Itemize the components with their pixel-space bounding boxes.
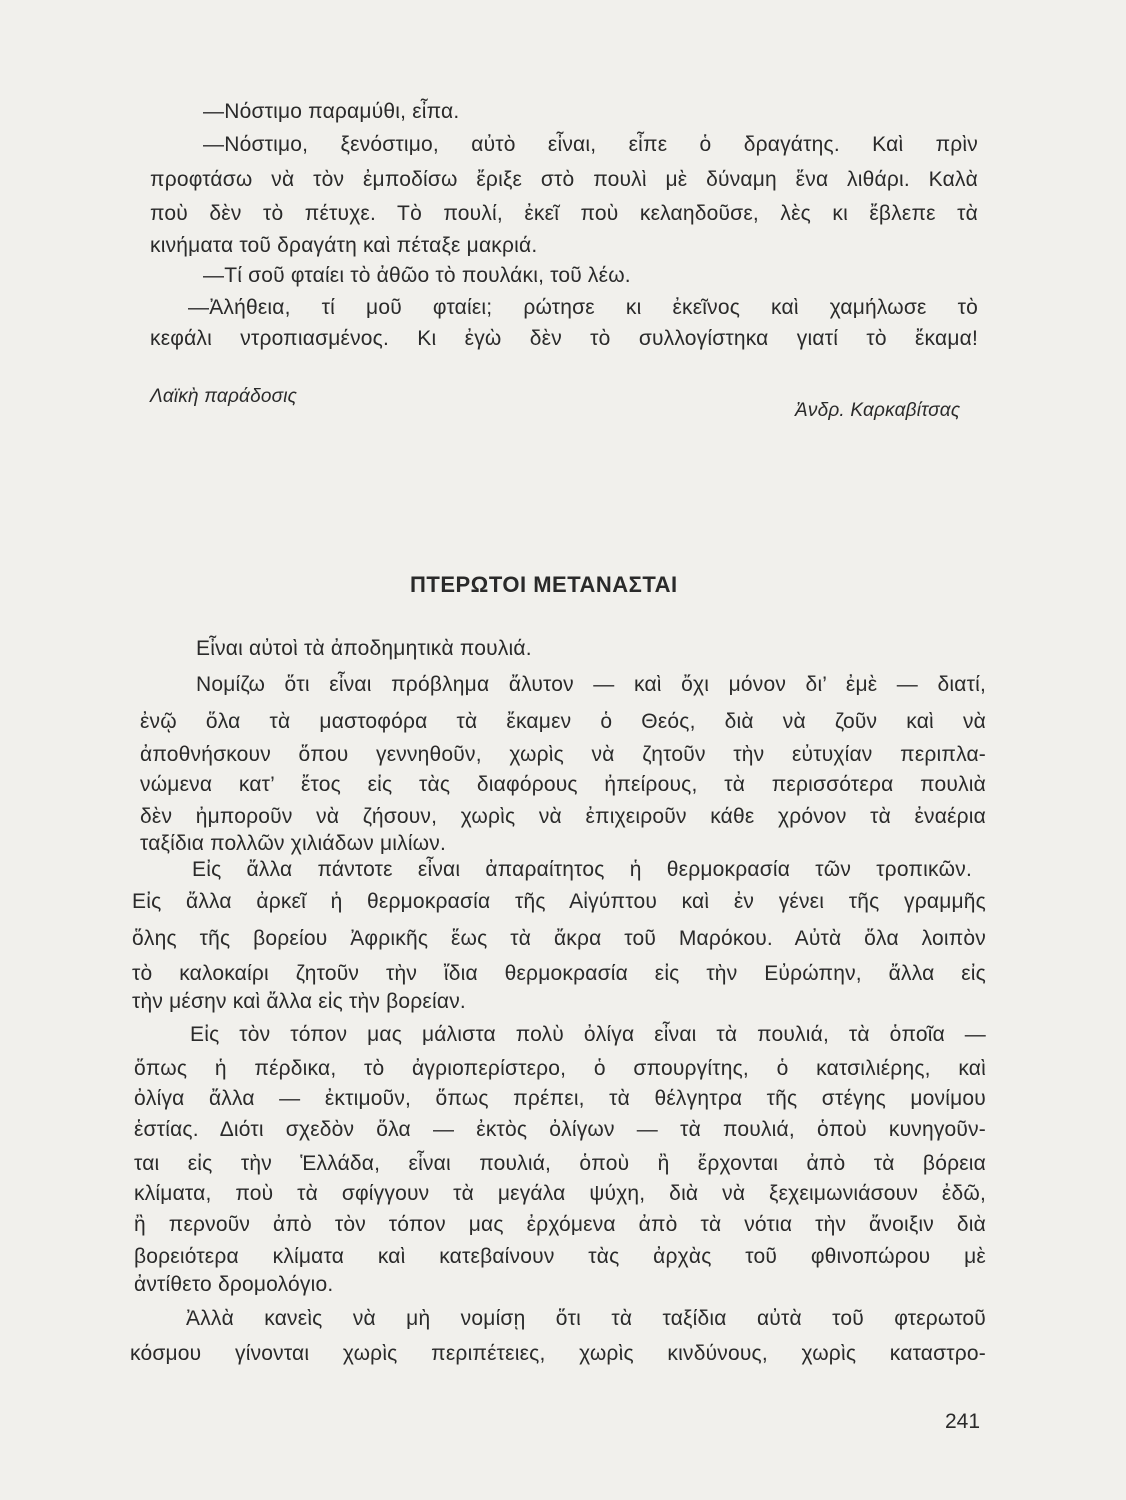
essay-line: ὀλίγα ἄλλα — ἐκτιμοῦν, ὅπως πρέπει, τὰ θέλγητρα τῆς στέγης μονίμου [134,1087,986,1110]
essay-line: κλίματα, ποὺ τὰ σφίγγουν τὰ μεγάλα ψύχη, διὰ νὰ ξεχειμωνιάσουν ἐδῶ, [134,1182,986,1205]
essay-line: Εἰς ἄλλα ἀρκεῖ ἡ θερμοκρασία τῆς Αἰγύπτου καὶ ἐν γένει τῆς γραμμῆς [132,890,986,913]
essay-line: ὅλης τῆς βορείου Ἀφρικῆς ἕως τὰ ἄκρα τοῦ Μαρόκου. Αὐτὰ ὅλα λοιπὸν [132,927,986,950]
source-attribution-left: Λαϊκὴ παράδοσις [150,386,298,407]
story-line: —Ἀλήθεια, τί μοῦ φταίει; ρώτησε κι ἐκεῖνος καὶ χαμήλωσε τὸ [188,296,978,319]
essay-line: Εἰς ἄλλα πάντοτε εἶναι ἀπαραίτητος ἡ θερμοκρασία τῶν τροπικῶν. [192,858,972,881]
essay-line: ἀντίθετο δρομολόγιο. [134,1273,334,1296]
page-number: 241 [945,1410,981,1433]
essay-line: Εἶναι αὐτοὶ τὰ ἀποδημητικὰ πουλιά. [196,637,532,660]
source-attribution-right: Ἀνδρ. Καρκαβίτσας [795,400,961,421]
story-line: προφτάσω νὰ τὸν ἐμποδίσω ἔριξε στὸ πουλὶ μὲ δύναμη ἕνα λιθάρι. Καλὰ [150,168,978,191]
essay-line: δὲν ἠμποροῦν νὰ ζήσουν, χωρὶς νὰ ἐπιχειροῦν κάθε χρόνον τὰ ἐναέρια [140,805,986,828]
essay-line: ἑστίας. Διότι σχεδὸν ὅλα — ἐκτὸς ὀλίγων — τὰ πουλιά, ὁποὺ κυνηγοῦν- [134,1118,986,1141]
story-line: ποὺ δὲν τὸ πέτυχε. Τὸ πουλί, ἐκεῖ ποὺ κελαηδοῦσε, λὲς κι ἔβλεπε τὰ [150,202,978,225]
essay-line: ἐνῷ ὅλα τὰ μαστοφόρα τὰ ἔκαμεν ὁ Θεός, διὰ νὰ ζοῦν καὶ νὰ [140,710,986,733]
essay-line: ταξίδια πολλῶν χιλιάδων μιλίων. [140,832,447,855]
essay-line: τὸ καλοκαίρι ζητοῦν τὴν ἴδια θερμοκρασία εἰς τὴν Εὐρώπην, ἄλλα εἰς [132,962,986,985]
story-line: —Τί σοῦ φταίει τὸ ἀθῶο τὸ πουλάκι, τοῦ λέω. [203,264,631,287]
story-line: κεφάλι ντροπιασμένος. Κι ἐγὼ δὲν τὸ συλλογίστηκα γιατί τὸ ἔκαμα! [150,327,978,350]
section-heading: ΠΤΕΡΩΤΟΙ ΜΕΤΑΝΑΣΤΑΙ [410,572,678,597]
essay-line: ἀποθνήσκουν ὅπου γεννηθοῦν, χωρὶς νὰ ζητοῦν τὴν εὐτυχίαν περιπλα- [140,743,986,766]
essay-line: Εἰς τὸν τόπον μας μάλιστα πολὺ ὀλίγα εἶναι τὰ πουλιά, τὰ ὁποῖα — [190,1023,986,1046]
story-line: —Νόστιμο παραμύθι, εἶπα. [203,100,460,123]
essay-line: νώμενα κατ’ ἔτος εἰς τὰς διαφόρους ἠπείρους, τὰ περισσότερα πουλιὰ [140,773,986,796]
essay-line: ὅπως ἡ πέρδικα, τὸ ἀγριοπερίστερο, ὁ σπουργίτης, ὁ κατσιλιέρης, καὶ [134,1057,986,1080]
essay-line: Νομίζω ὅτι εἶναι πρόβλημα ἄλυτον — καὶ ὄχι μόνον δι’ ἐμὲ — διατί, [196,673,986,696]
story-line: κινήματα τοῦ δραγάτη καὶ πέταξε μακριά. [150,234,538,257]
story-line: —Νόστιμο, ξενόστιμο, αὐτὸ εἶναι, εἶπε ὁ δραγάτης. Καὶ πρὶν [203,133,978,156]
essay-line: κόσμου γίνονται χωρὶς περιπέτειες, χωρὶς κινδύνους, χωρὶς καταστρο- [130,1342,986,1365]
essay-line: βορειότερα κλίματα καὶ κατεβαίνουν τὰς ἀρχὰς τοῦ φθινοπώρου μὲ [134,1245,986,1268]
essay-line: Ἀλλὰ κανεὶς νὰ μὴ νομίσῃ ὅτι τὰ ταξίδια αὐτὰ τοῦ φτερωτοῦ [186,1307,986,1330]
essay-line: ἢ περνοῦν ἀπὸ τὸν τόπον μας ἐρχόμενα ἀπὸ τὰ νότια τὴν ἄνοιξιν διὰ [134,1213,986,1236]
essay-line: ται εἰς τὴν Ἑλλάδα, εἶναι πουλιά, ὁποὺ ἢ ἔρχονται ἀπὸ τὰ βόρεια [134,1152,986,1175]
essay-line: τὴν μέσην καὶ ἄλλα εἰς τὴν βορείαν. [132,990,466,1013]
